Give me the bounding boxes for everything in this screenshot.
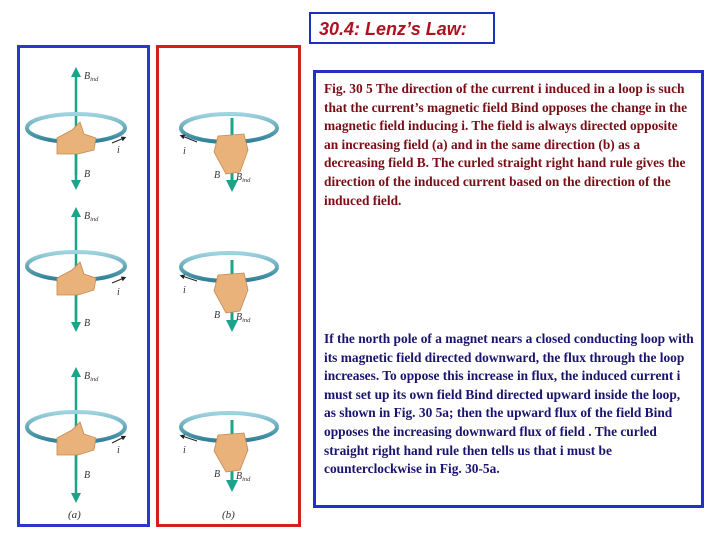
b-ind-label: $B_{ind}$ <box>236 312 251 324</box>
hand-icon <box>214 433 248 472</box>
current-label: i <box>183 146 186 157</box>
b-ind-label: $B_{ind}$ <box>236 471 251 483</box>
caption-a: (a) <box>68 509 81 521</box>
loop-b2 <box>181 253 277 326</box>
current-label: i <box>117 445 120 456</box>
b-label: B <box>214 170 221 181</box>
b-ind-label: $B_{ind}$ <box>84 211 99 223</box>
b-label: B <box>214 310 221 321</box>
current-label: i <box>117 287 120 298</box>
loop-a3 <box>27 371 125 498</box>
hand-icon <box>57 422 96 455</box>
figure-caption-paragraph: Fig. 30 5 The direction of the current i induced in a loop is such that the current’s magnetic field Bind opposes the change in the magnetic field inducing i. The field is always directed opposite an increasing field (a) and in the same direction (b) as a decreasing field B. The curled straight right hand rule gives the direction of the induced current based on the direction of the induced field. <box>324 81 688 208</box>
b-label: B <box>84 169 91 180</box>
hand-icon <box>57 122 96 154</box>
b-ind-label: $B_{ind}$ <box>84 71 99 83</box>
loop-b3 <box>181 413 277 486</box>
text-panel <box>313 70 704 508</box>
b-label: B <box>84 318 91 329</box>
slide-title: 30.4: Lenz’s Law: <box>319 19 467 39</box>
loop-a2 <box>27 211 125 329</box>
current-label: i <box>183 445 186 456</box>
loop-a1 <box>27 71 125 185</box>
hand-icon <box>214 134 248 174</box>
b-label: B <box>214 469 221 480</box>
current-label: i <box>183 285 186 296</box>
loop-b1 <box>181 114 277 186</box>
hand-icon <box>214 273 248 313</box>
caption-b: (b) <box>222 509 235 521</box>
b-label: B <box>84 470 91 481</box>
current-arrow <box>112 278 124 283</box>
b-ind-label: $B_{ind}$ <box>84 371 99 383</box>
hand-icon <box>57 262 96 295</box>
explanation-paragraph: If the north pole of a magnet nears a closed conducting loop with its magnetic field directed downward, the flux through the loop increases. To oppose this increase in flux, the induced current i must set up its own field Bind directed upward inside the loop, as shown in Fig. 30 5a; then the upward flux of the field Bind opposes the increasing downward flux of field . The curled straight right hand rule then tells us that i must be counterclockwise in Fig. 30-5a. <box>324 331 694 477</box>
current-label: i <box>117 145 120 156</box>
b-ind-label: $B_{ind}$ <box>236 172 251 184</box>
